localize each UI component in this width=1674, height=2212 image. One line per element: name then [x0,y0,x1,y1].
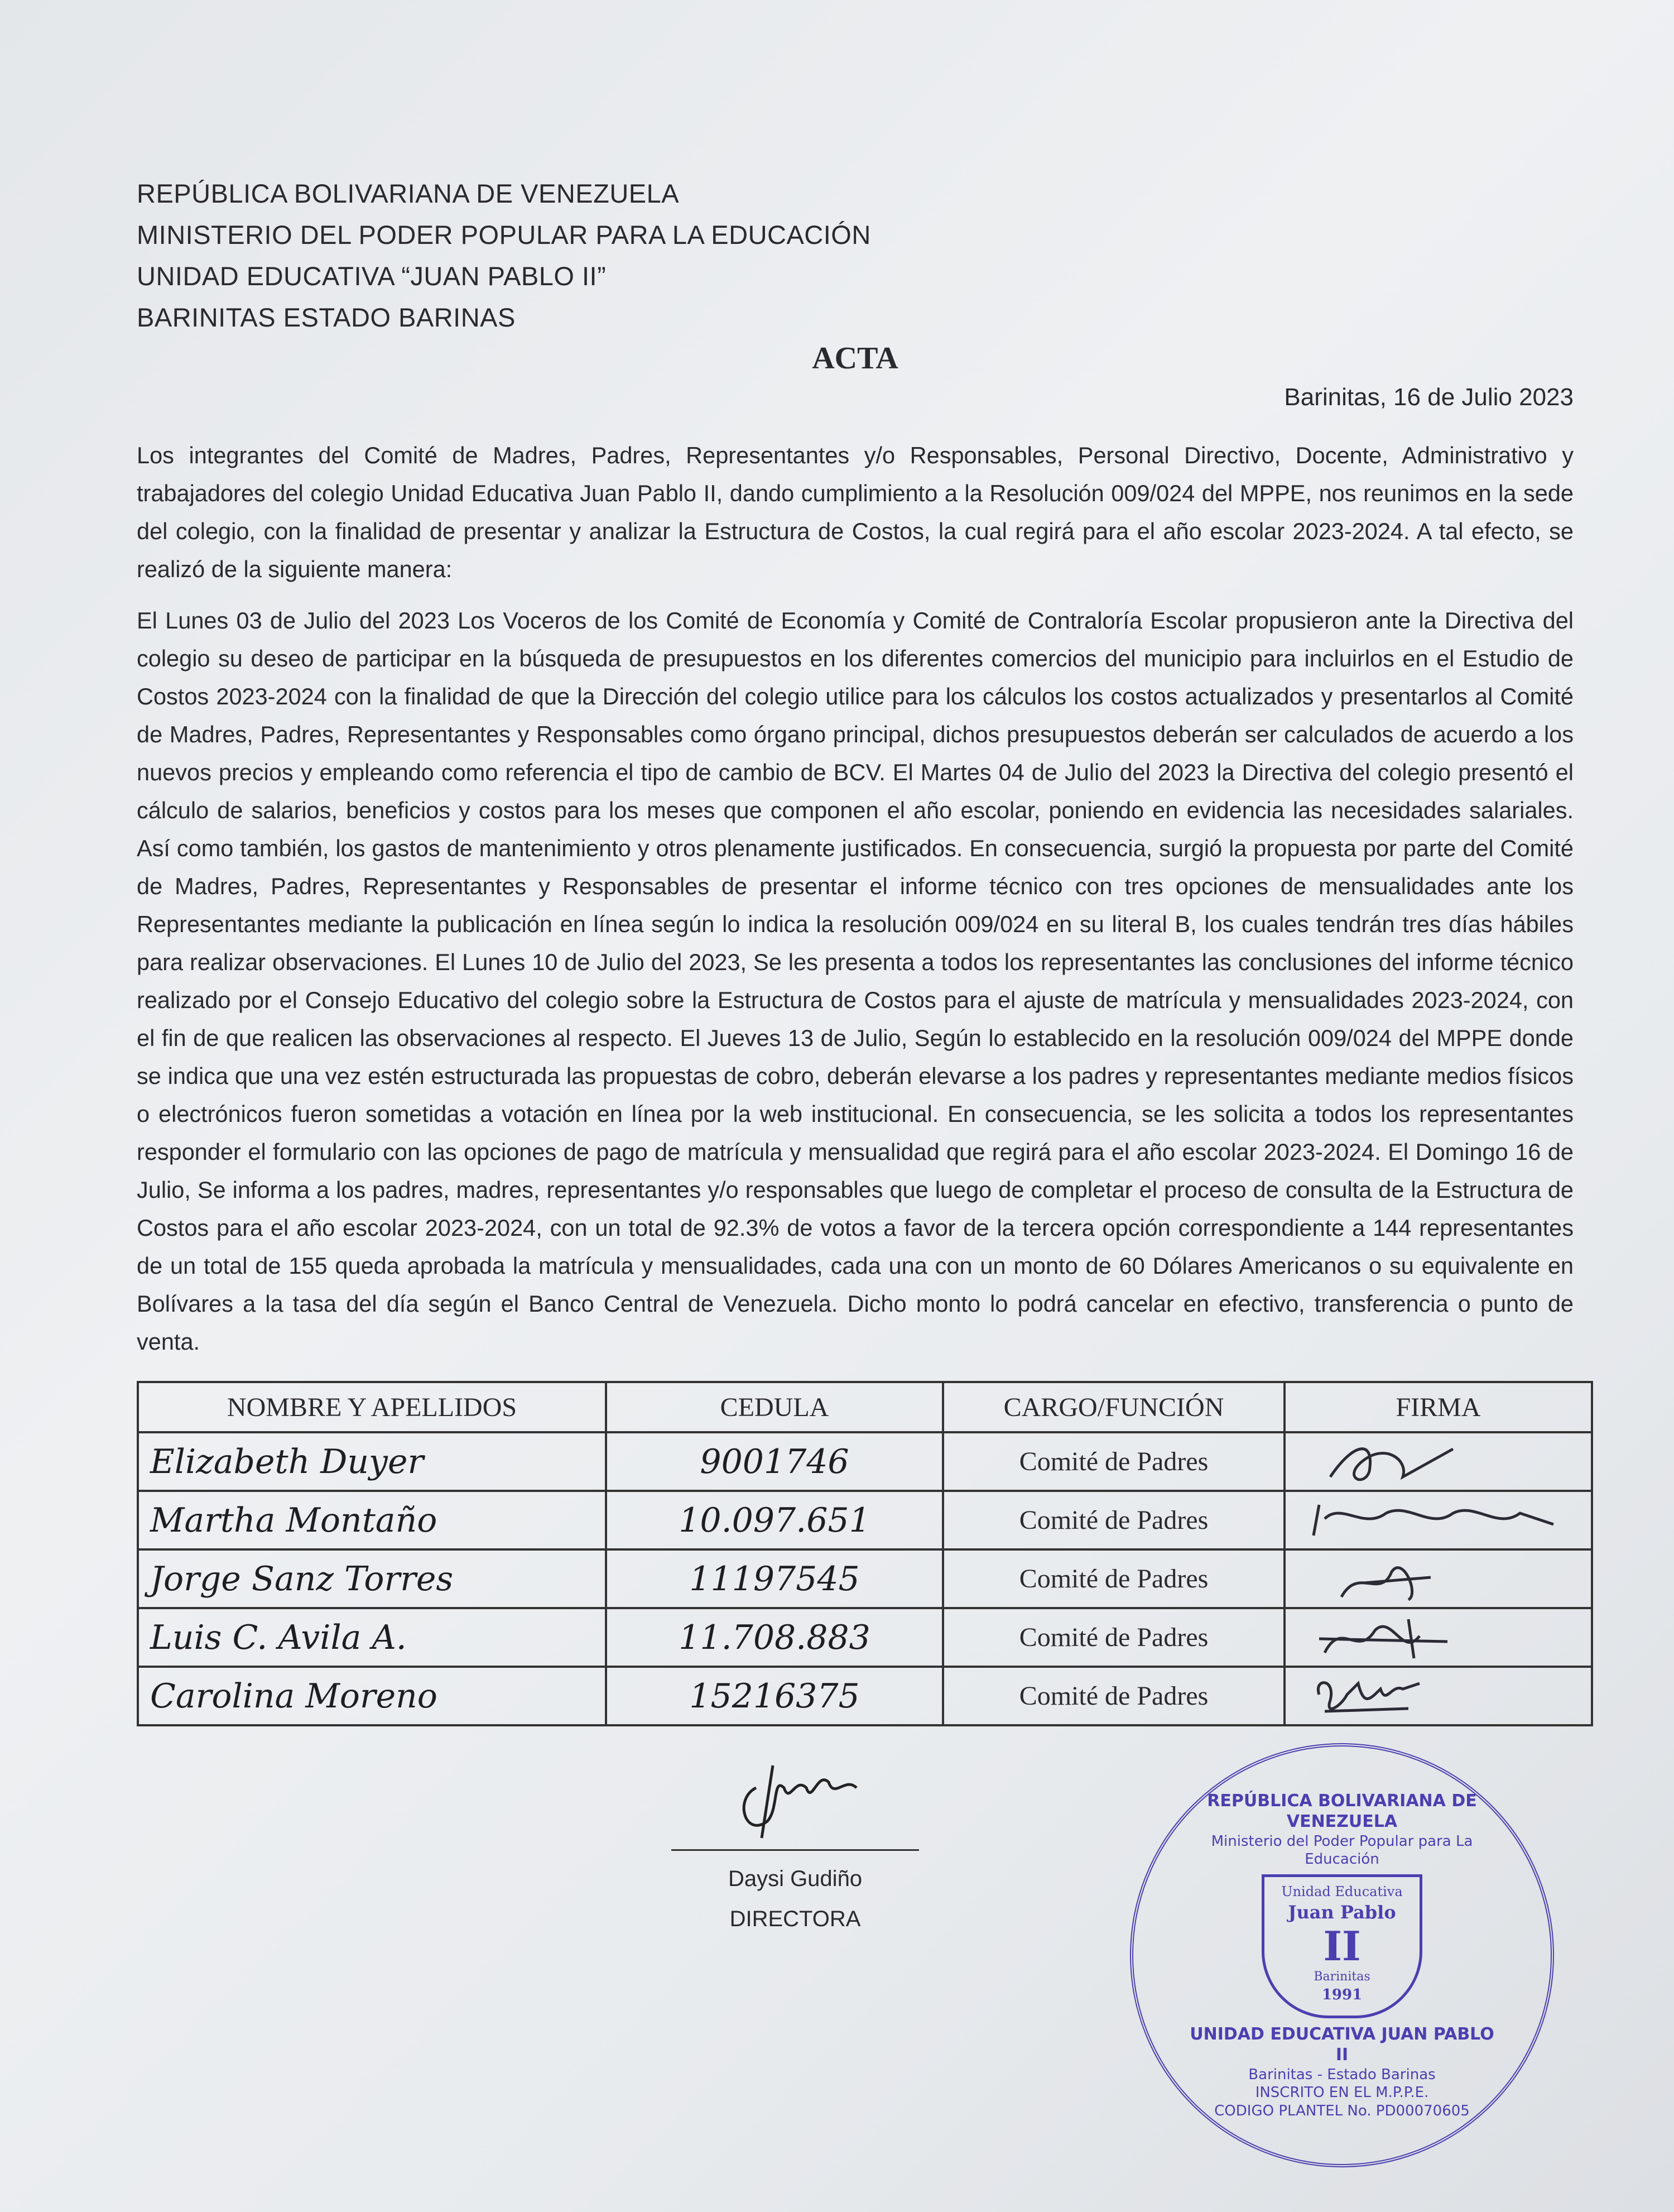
signatures-table [137,1381,1593,1726]
name-cell: Luis C. Avila A. [138,1608,606,1667]
col-header-cedula: CEDULA [606,1382,943,1432]
signature-cell [1285,1608,1592,1667]
cedula-cell: 15216375 [606,1667,943,1725]
cedula-cell: 10.097.651 [606,1491,943,1549]
signature-area [137,1743,1574,2190]
document-date: Barinitas, 16 de Julio 2023 [1284,383,1574,411]
table-row [138,1491,1592,1549]
stamp-text: Juan Pablo [1288,1901,1396,1923]
stamp-text: Ministerio del Poder Popular para La Educación [1211,1832,1473,1868]
signature-cell [1285,1667,1592,1725]
stamp-text: II [1323,1922,1361,1970]
header-location: BARINITAS ESTADO BARINAS [137,303,516,332]
signature-scribble [1308,1555,1475,1602]
signature-scribble [1308,1614,1487,1661]
name-cell: Elizabeth Duyer [138,1432,606,1491]
signature-cell [1285,1549,1592,1608]
stamp-text: UNIDAD EDUCATIVA JUAN PABLO II [1190,2024,1494,2065]
stamp-text: Barinitas [1314,1969,1370,1984]
signature-cell [1285,1491,1592,1549]
stamp-text: Unidad Educativa [1281,1883,1403,1899]
header-school: UNIDAD EDUCATIVA “JUAN PABLO II” [137,261,607,291]
stamp-text: REPÚBLICA BOLIVARIANA DE VENEZUELA [1207,1791,1477,1832]
signature-scribble [1308,1438,1475,1485]
director-title: DIRECTORA [729,1907,861,1931]
stamp-text: 1991 [1321,1986,1363,2003]
cargo-cell: Comité de Padres [943,1667,1285,1725]
signature-scribble [1308,1672,1453,1720]
name-cell: Carolina Moreno [138,1667,606,1725]
document-title: ACTA [812,341,898,376]
table-header-row [138,1382,1592,1432]
body-paragraph: El Lunes 03 de Julio del 2023 Los Voceros de los Comité de Economía y Comité de Contraloría Escolar propusieron ante la Directiva del colegio su deseo de participar en la búsqueda de presupuestos en los diferentes comercios del municipio para incluirlos en el Estudio de Costos 2023-2024 con la finalidad de que la Dirección del colegio utilice para los cálculos los costos actualizados y presentarlos al Comité de Madres, Padres, Representantes y Responsables como órgano principal, dichos presupuestos deberán ser calculados de acuerdo a los nuevos precios y empleando como referencia el tipo de cambio de BCV. El Martes 04 de Julio del 2023 la Directiva del colegio presentó el cálculo de salarios, beneficios y costos para los meses que componen el año escolar, poniendo en evidencia las necesidades salariales. Así como también, los gastos de mantenimiento y otros plenamente justificados. En consecuencia, surgió la propuesta por parte del Comité de Madres, Padres, Representantes y Responsables de presentar el informe técnico con tres opciones de mensualidades ante los Representantes mediante la publicación en línea según lo indica la resolución 009/024 en su literal B, los cuales tendrán tres días hábiles para realizar observaciones. El Lunes 10 de Julio del 2023, Se les presenta a todos los representantes las conclusiones del informe técnico realizado por el Consejo Educativo del colegio sobre la Estructura de Costos para el ajuste de matrícula y mensualidades 2023-2024, con el fin de que realicen las observaciones al respecto. El Jueves 13 de Julio, Según lo establecido en la resolución 009/024 del MPPE donde se indica que una vez estén estructurada las propuestas de cobro, deberán elevarse a los padres y representantes mediante medios físicos o electrónicos fueron sometidas a votación en línea por la web institucional. En consecuencia, se les solicita a todos los representantes responder el formulario con las opciones de pago de matrícula y mensualidad que regirá para el año escolar 2023-2024. El Domingo 16 de Julio, Se informa a los padres, madres, representantes y/o responsables que luego de completar el proceso de consulta de la Estructura de Costos para el año escolar 2023-2024, con un total de 92.3% de votos a favor de la tercera opción correspondiente a 144 representantes de un total de 155 queda aprobada la matrícula y mensualidades, cada una con un monto de 60 Dólares Americanos o su equivalente en Bolívares a la tasa del día según el Banco Central de Venezuela. Dicho monto lo podrá cancelar en efectivo, transferencia o punto de venta. [137,607,1574,1355]
name-cell: Martha Montaño [138,1491,606,1549]
header-ministry: MINISTERIO DEL PODER POPULAR PARA LA EDUCACIÓN [137,220,871,249]
cedula-cell: 11.708.883 [606,1608,943,1667]
cargo-cell: Comité de Padres [943,1491,1285,1549]
signature-scribble [1308,1496,1576,1544]
table-row [138,1667,1592,1725]
cedula-cell: 9001746 [606,1432,943,1491]
table-row [138,1432,1592,1491]
header-republic: REPÚBLICA BOLIVARIANA DE VENEZUELA [137,179,680,208]
stamp-text: INSCRITO EN EL M.P.P.E. [1255,2084,1429,2101]
stamp-shield [1262,1874,1422,2018]
school-seal-stamp [1130,1743,1554,2167]
director-name: Daysi Gudiño [728,1866,863,1891]
table-row [138,1608,1592,1667]
stamp-text: CODIGO PLANTEL No. PD00070605 [1214,2102,1470,2119]
cargo-cell: Comité de Padres [943,1432,1285,1491]
name-cell: Jorge Sanz Torres [138,1549,606,1608]
cedula-cell: 11197545 [606,1549,943,1608]
signature-cell [1285,1432,1592,1491]
cargo-cell: Comité de Padres [943,1608,1285,1667]
stamp-text: Barinitas - Estado Barinas [1248,2066,1436,2083]
table-row [138,1549,1592,1608]
signature-line [671,1849,919,1851]
director-signature [723,1754,868,1849]
col-header-name: NOMBRE Y APELLIDOS [138,1382,606,1432]
director-block [639,1754,951,1939]
cargo-cell: Comité de Padres [943,1549,1285,1608]
intro-paragraph: Los integrantes del Comité de Madres, Padres, Representantes y/o Responsables, Personal Directivo, Docente, Administrativo y trabajadores del colegio Unidad Educativa Juan Pablo II, dando cumplimiento a la Resolución 009/024 del MPPE, nos reunimos en la sede del colegio, con la finalidad de presentar y analizar la Estructura de Costos, la cual regirá para el año escolar 2023-2024. A tal efecto, se realizó de la siguiente manera: [137,442,1574,582]
col-header-cargo: CARGO/FUNCIÓN [943,1382,1285,1432]
col-header-firma: FIRMA [1285,1382,1592,1432]
